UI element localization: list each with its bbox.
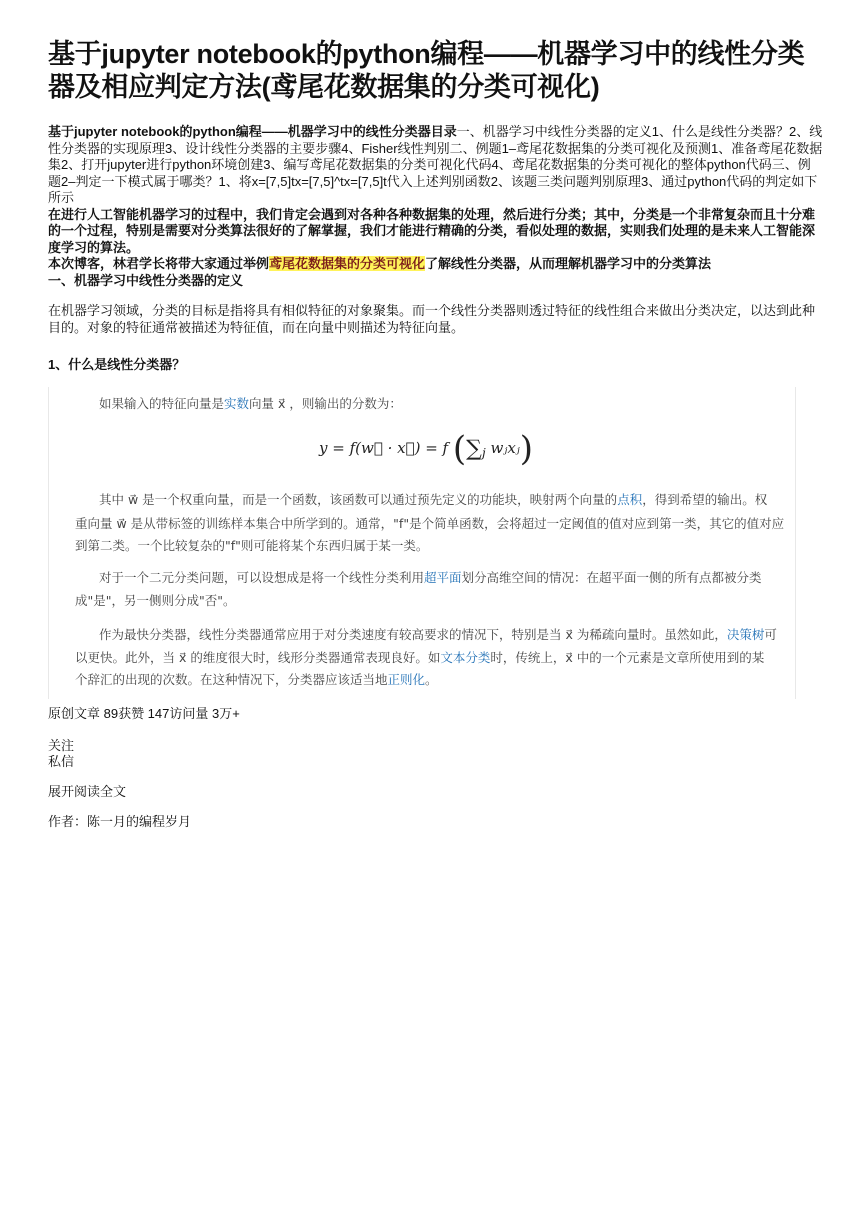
formula: y = f(w⃗ · x⃗) = f ($\sum_j$ wⱼxⱼ) <box>319 429 534 469</box>
intro-paragraph-2: 本次博客，林君学长将带大家通过举例鸢尾花数据集的分类可视化了解线性分类器，从而理解机器学习中的分类算法 <box>48 256 712 271</box>
figure-line-3: 重向量 w⃗ 是从带标签的训练样本集合中所学到的。通常，"f"是个简单函数，会将超过一定阈值的值对应到第一类，其它的值对应 <box>75 516 785 531</box>
subheading: 1、什么是线性分类器？ <box>48 357 186 372</box>
section-heading: 一、机器学习中线性分类器的定义 <box>48 272 244 288</box>
link-text-classification[interactable]: 文本分类 <box>440 650 491 665</box>
figure-line-7: 作为最快分类器，线性分类器通常应用于对分类速度有较高要求的情况下，特别是当 x⃗ 为稀疏向量时。虽然如此，决策树可 <box>99 627 777 642</box>
figure-line-9: 个辞汇的出现的次数。在这种情况下，分类器应该适当地正则化。 <box>75 672 438 687</box>
table-of-contents <box>48 124 823 207</box>
figure-line-2: 其中 w⃗ 是一个权重向量，而是一个函数，该函数可以通过预先定义的功能块，映射两个向量的点积，得到希望的输出。权 <box>99 492 768 507</box>
figure-line-5: 对于一个二元分类问题，可以设想成是将一个线性分类利用超平面划分高维空间的情况：在超平面一侧的所有点都被分类 <box>99 570 762 585</box>
figure-line-8: 以更快。此外，当 x⃗ 的维度很大时，线形分类器通常表现良好。如文本分类时，传统上，x⃗ 中的一个元素是文章所使用到的某 <box>75 650 765 665</box>
intro-paragraph: 在进行人工智能机器学习的过程中，我们肯定会遇到对各种各种数据集的处理，然后进行分类；其中，分类是一个非常复杂而且十分难的一个过程，特别是需要对分类算法很好的了解掌握，我们才能进行精确的分类，看似处理的数据，实则我们处理的是未来人工智能深度学习的算法。 <box>48 206 816 255</box>
link-dot-product[interactable]: 点积 <box>617 492 643 507</box>
follow-button[interactable]: 关注 <box>48 738 75 753</box>
definition-figure <box>48 387 796 699</box>
link-regularization[interactable]: 正则化 <box>387 672 426 687</box>
highlight-link[interactable]: 鸢尾花数据集的分类可视化 <box>269 256 426 271</box>
definition-paragraph: 在机器学习领域，分类的目标是指将具有相似特征的对象聚集。而一个线性分类器则透过特征的线性组合来做出分类决定，以达到此种目的。对象的特征通常被描述为特征值，而在向量中则描述为特征向量。 <box>48 303 816 335</box>
figure-line-1: 如果输入的特征向量是实数向量 x⃗ ，则输出的分数为： <box>99 396 402 411</box>
toc-body: 一、机器学习中线性分类器的定义1、什么是线性分类器？2、线性分类器的实现原理3、设计线性分类器的主要步骤4、Fisher线性判别二、例题1–鸢尾花数据集的分类可视化及预测1、准备鸢尾花数据集2、打开jupyter进行python环境创建3、编写鸢尾花数据集的分类可视化代码4、鸢尾花数据集的分类可视化的整体python代码三、例题2–判定一下模式属于哪类？1、将x=[7,5]tx=[7,5]^tx=[7,5]t代入上述判别函数2、该题三类问题判别原理3、通过python代码的判定如下所示 <box>48 124 823 205</box>
message-button[interactable]: 私信 <box>48 754 75 769</box>
toc-lead: 基于jupyter notebook的python编程——机器学习中的线性分类器目录 <box>48 124 457 139</box>
article <box>48 38 823 830</box>
link-decision-tree[interactable]: 决策树 <box>726 627 765 642</box>
expand-full-text-link[interactable]: 展开阅读全文 <box>48 784 127 799</box>
author-stats: 原创文章 89获赞 147访问量 3万+ <box>48 706 240 721</box>
figure-line-6: 成"是"，另一侧则分成"否"。 <box>75 593 236 608</box>
author-name: 作者：陈一月的编程岁月 <box>48 814 192 829</box>
link-hyperplane[interactable]: 超平面 <box>424 570 462 585</box>
page-title: 基于jupyter notebook的python编程——机器学习中的线性分类器及相应判定方法(鸢尾花数据集的分类可视化) <box>48 39 805 102</box>
link-real-number[interactable]: 实数 <box>224 396 250 411</box>
figure-line-4: 到第二类。一个比较复杂的"f"则可能将某个东西归属于某一类。 <box>75 538 429 553</box>
